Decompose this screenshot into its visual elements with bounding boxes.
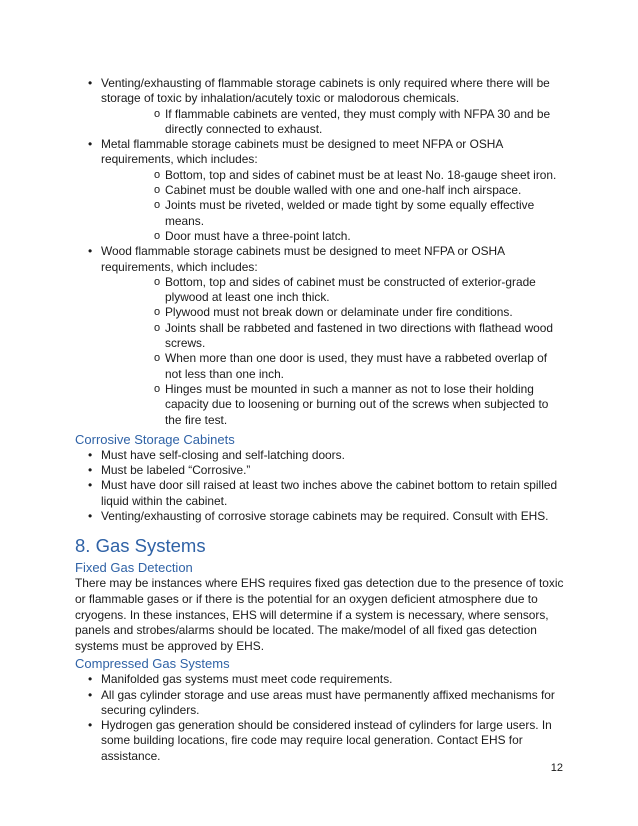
sub-list-item: o Plywood must not break down or delaminate under fire conditions. <box>101 305 565 320</box>
sub-list-item: o Door must have a three-point latch. <box>101 229 565 244</box>
sub-list-item: o Joints must be riveted, welded or made tight by some equally effective means. <box>101 198 565 229</box>
corrosive-list <box>75 448 565 524</box>
list-item: • All gas cylinder storage and use areas must have permanently affixed mechanisms for securing cylinders. <box>75 688 565 719</box>
list-item: • Must have self-closing and self-latching doors. <box>75 448 565 463</box>
list-item-text: Venting/exhausting of flammable storage cabinets is only required where there will be storage of toxic by inhalation/acutely toxic or malodorous chemicals. <box>101 76 550 106</box>
sub-list-item: o Bottom, top and sides of cabinet must be at least No. 18-gauge sheet iron. <box>101 168 565 183</box>
compressed-gas-heading: Compressed Gas Systems <box>75 656 230 672</box>
sub-list-item: o Bottom, top and sides of cabinet must be constructed of exterior-grade plywood at least one inch thick. <box>101 275 565 306</box>
compressed-gas-list <box>75 672 565 764</box>
list-item <box>75 244 565 428</box>
list-item: • Must have door sill raised at least two inches above the cabinet bottom to retain spilled liquid within the cabinet. <box>75 478 565 509</box>
sub-list <box>101 168 565 244</box>
sub-list-item: o Hinges must be mounted in such a manner as not to lose their holding capacity due to loosening or burning out of the screws when subjected to the fire test. <box>101 382 565 428</box>
sub-list-item: o If flammable cabinets are vented, they must comply with NFPA 30 and be directly connected to exhaust. <box>101 107 565 138</box>
fixed-gas-paragraph: There may be instances where EHS requires fixed gas detection due to the presence of toxic or flammable gases or if there is the potential for an oxygen deficient atmosphere due to cryogens. In these instances, EHS will determine if a system is necessary, where sensors, panels and strobes/alarms should be located. The make/model of all fixed gas detection systems must be approved by EHS. <box>75 576 564 653</box>
list-item: • Hydrogen gas generation should be considered instead of cylinders for large users. In some building locations, fire code may require local generation. Contact EHS for assistance. <box>75 718 565 764</box>
sub-list-item: o Cabinet must be double walled with one and one-half inch airspace. <box>101 183 565 198</box>
list-item: • Venting/exhausting of corrosive storage cabinets may be required. Consult with EHS. <box>75 509 565 524</box>
list-item: • Must be labeled “Corrosive.” <box>75 463 565 478</box>
sub-list-item: o Joints shall be rabbeted and fastened in two directions with flathead wood screws. <box>101 321 565 352</box>
list-item: • Manifolded gas systems must meet code requirements. <box>75 672 565 687</box>
sub-list <box>101 275 565 428</box>
flammable-cabinet-list <box>75 76 565 428</box>
sub-list-item: o When more than one door is used, they must have a rabbeted overlap of not less than one inch. <box>101 351 565 382</box>
section-heading: 8. Gas Systems <box>75 535 206 557</box>
list-item-text: Wood flammable storage cabinets must be designed to meet NFPA or OSHA requirements, which includes: <box>101 244 505 274</box>
corrosive-heading: Corrosive Storage Cabinets <box>75 431 235 447</box>
page-number: 12 <box>550 762 563 774</box>
list-item-text: Metal flammable storage cabinets must be designed to meet NFPA or OSHA requirements, which includes: <box>101 137 503 167</box>
sub-list <box>101 107 565 138</box>
list-item <box>75 137 565 244</box>
page-content <box>75 76 565 764</box>
list-item <box>75 76 565 137</box>
fixed-gas-heading: Fixed Gas Detection <box>75 560 193 576</box>
